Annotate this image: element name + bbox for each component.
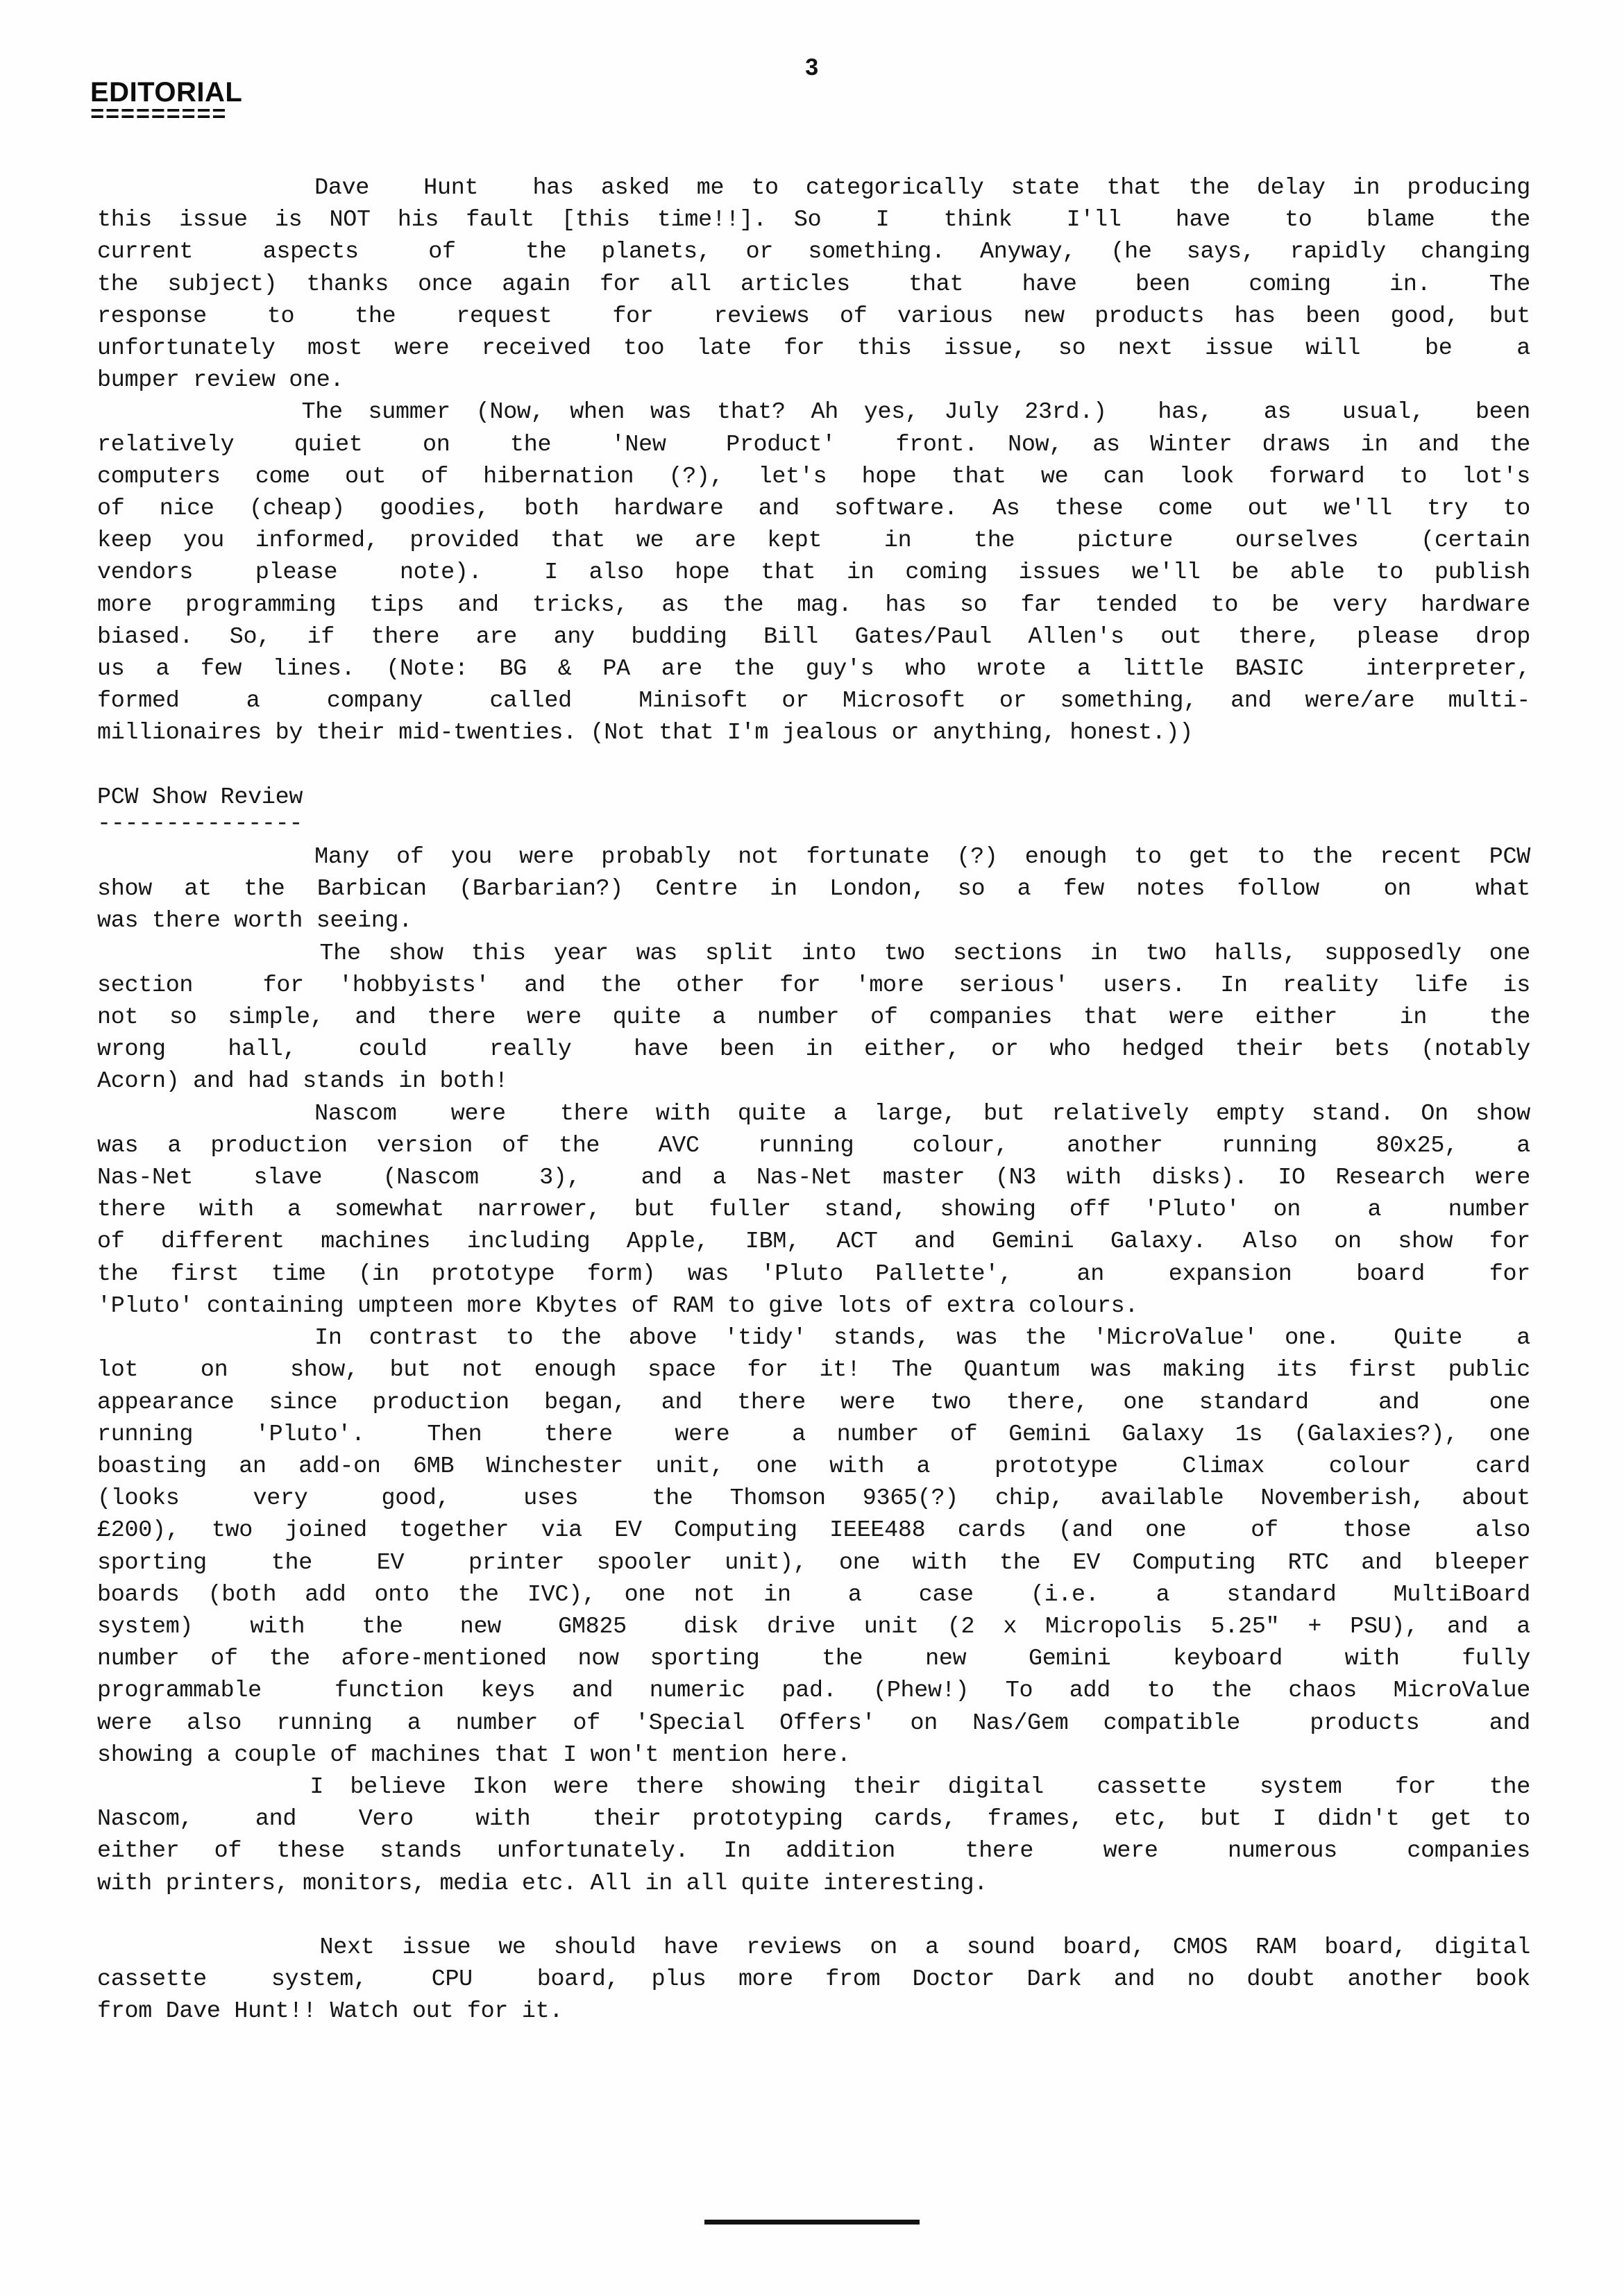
bottom-divider [0, 2215, 1624, 2228]
text-line: £200), two joined together via EV Computing IEEE488 cards (and one of those also [97, 1517, 1530, 1544]
text-line: 'Pluto' containing umpteen more Kbytes of RAM to give lots of extra colours. [97, 1292, 1139, 1319]
divider-rule [704, 2220, 920, 2225]
pcw-show-review-heading-block [97, 782, 1530, 841]
text-line: I believe Ikon were there showing their digital cassette system for the [97, 1773, 1530, 1800]
text-line: current aspects of the planets, or something. Anyway, (he says, rapidly changing [97, 239, 1530, 266]
text-line: wrong hall, could really have been in either, or who hedged their bets (notably [97, 1036, 1530, 1063]
text-line: unfortunately most were received too late for this issue, so next issue will be a [97, 335, 1530, 362]
text-line: more programming tips and tricks, as the mag. has so far tended to be very hardware [97, 591, 1530, 618]
blank-line [97, 1900, 1530, 1932]
text-line: was a production version of the AVC running colour, another running 80x25, a [97, 1132, 1530, 1159]
text-line: Next issue we should have reviews on a sound board, CMOS RAM board, digital [97, 1934, 1530, 1961]
paragraph [97, 1098, 1530, 1322]
text-line: millionaires by their mid-twenties. (Not that I'm jealous or anything, honest.)) [97, 720, 1194, 747]
text-line: The show this year was split into two sections in two halls, supposedly one [97, 940, 1530, 967]
paragraph [97, 841, 1530, 938]
text-line: programmable function keys and numeric pad. (Phew!) To add to the chaos MicroValue [97, 1678, 1530, 1705]
text-line: computers come out of hibernation (?), let's hope that we can look forward to lot's [97, 463, 1530, 490]
editorial-title: EDITORIAL [90, 77, 243, 108]
text-line: either of these stands unfortunately. In addition there were numerous companies [97, 1838, 1530, 1865]
text-line: relatively quiet on the 'New Product' front. Now, as Winter draws in and the [97, 431, 1530, 458]
text-line: the first time (in prototype form) was 'Pluto Pallette', an expansion board for [97, 1260, 1530, 1288]
text-line: In contrast to the above 'tidy' stands, was the 'MicroValue' one. Quite a [97, 1325, 1530, 1352]
paragraph [97, 396, 1530, 749]
text-line: The summer (Now, when was that? Ah yes, July 23rd.) has, as usual, been [97, 399, 1530, 426]
text-line: Nascom were there with quite a large, but relatively empty stand. On show [97, 1100, 1530, 1127]
text-line: boards (both add onto the IVC), one not in a case (i.e. a standard MultiBoard [97, 1581, 1530, 1608]
pcw-show-review-heading: PCW Show Review [97, 784, 303, 811]
text-line: appearance since production began, and there were two there, one standard and one [97, 1389, 1530, 1416]
text-line: us a few lines. (Note: BG & PA are the guy's who wrote a little BASIC interpreter, [97, 656, 1530, 683]
text-line: with printers, monitors, media etc. All in all quite interesting. [97, 1870, 988, 1897]
text-line: Acorn) and had stands in both! [97, 1068, 509, 1095]
text-line: lot on show, but not enough space for it! The Quantum was making its first public [97, 1357, 1530, 1384]
paragraph [97, 1932, 1530, 2028]
text-line: were also running a number of 'Special Offers' on Nas/Gem compatible products and [97, 1710, 1530, 1737]
text-line: of nice (cheap) goodies, both hardware and software. As these come out we'll try to [97, 496, 1530, 523]
paragraph [97, 1771, 1530, 1900]
paragraph [97, 1322, 1530, 1771]
pcw-show-review-underline: --------------- [97, 811, 303, 838]
text-line: boasting an add-on 6MB Winchester unit, one with a prototype Climax colour card [97, 1453, 1530, 1480]
paragraph [97, 938, 1530, 1098]
text-line: Many of you were probably not fortunate (?) enough to get to the recent PCW [97, 844, 1530, 871]
text-line: sporting the EV printer spooler unit), one with the EV Computing RTC and bleeper [97, 1549, 1530, 1576]
text-line: of different machines including Apple, IBM, ACT and Gemini Galaxy. Also on show for [97, 1229, 1530, 1256]
text-line: the subject) thanks once again for all articles that have been coming in. The [97, 271, 1530, 298]
body-text [97, 172, 1530, 2028]
text-line: section for 'hobbyists' and the other for 'more serious' users. In reality life is [97, 972, 1530, 999]
text-line: response to the request for reviews of various new products has been good, but [97, 303, 1530, 330]
text-line: not so simple, and there were quite a number of companies that were either in the [97, 1004, 1530, 1031]
text-line: there with a somewhat narrower, but fuller stand, showing off 'Pluto' on a number [97, 1197, 1530, 1224]
text-line: system) with the new GM825 disk drive unit (2 x Micropolis 5.25" + PSU), and a [97, 1613, 1530, 1640]
text-line: from Dave Hunt!! Watch out for it. [97, 1998, 564, 2025]
editorial-title-underline: ========= [90, 103, 228, 129]
text-line: this issue is NOT his fault [this time!!]. So I think I'll have to blame the [97, 207, 1530, 234]
text-line: bumper review one. [97, 367, 344, 394]
text-line: Nas-Net slave (Nascom 3), and a Nas-Net master (N3 with disks). IO Research were [97, 1165, 1530, 1192]
text-line: number of the afore-mentioned now sporting the new Gemini keyboard with fully [97, 1646, 1530, 1673]
text-line: show at the Barbican (Barbarian?) Centre in London, so a few notes follow on what [97, 876, 1530, 903]
paragraph [97, 172, 1530, 396]
text-line: (looks very good, uses the Thomson 9365(?) chip, available Novemberish, about [97, 1485, 1530, 1512]
text-line: biased. So, if there are any budding Bill Gates/Paul Allen's out there, please drop [97, 623, 1530, 650]
page-number: 3 [805, 54, 819, 81]
text-line: showing a couple of machines that I won't mention here. [97, 1741, 851, 1769]
text-line: formed a company called Minisoft or Microsoft or something, and were/are multi- [97, 688, 1530, 715]
text-line: Dave Hunt has asked me to categorically state that the delay in producing [97, 175, 1530, 201]
blank-line [97, 750, 1530, 782]
text-line: was there worth seeing. [97, 908, 412, 935]
text-line: cassette system, CPU board, plus more from Doctor Dark and no doubt another book [97, 1966, 1530, 1993]
editorial-header [90, 78, 242, 128]
text-line: vendors please note). I also hope that in coming issues we'll be able to publish [97, 559, 1530, 586]
text-line: Nascom, and Vero with their prototyping cards, frames, etc, but I didn't get to [97, 1806, 1530, 1833]
text-line: keep you informed, provided that we are kept in the picture ourselves (certain [97, 527, 1530, 555]
text-line: running 'Pluto'. Then there were a number of Gemini Galaxy 1s (Galaxies?), one [97, 1421, 1530, 1448]
